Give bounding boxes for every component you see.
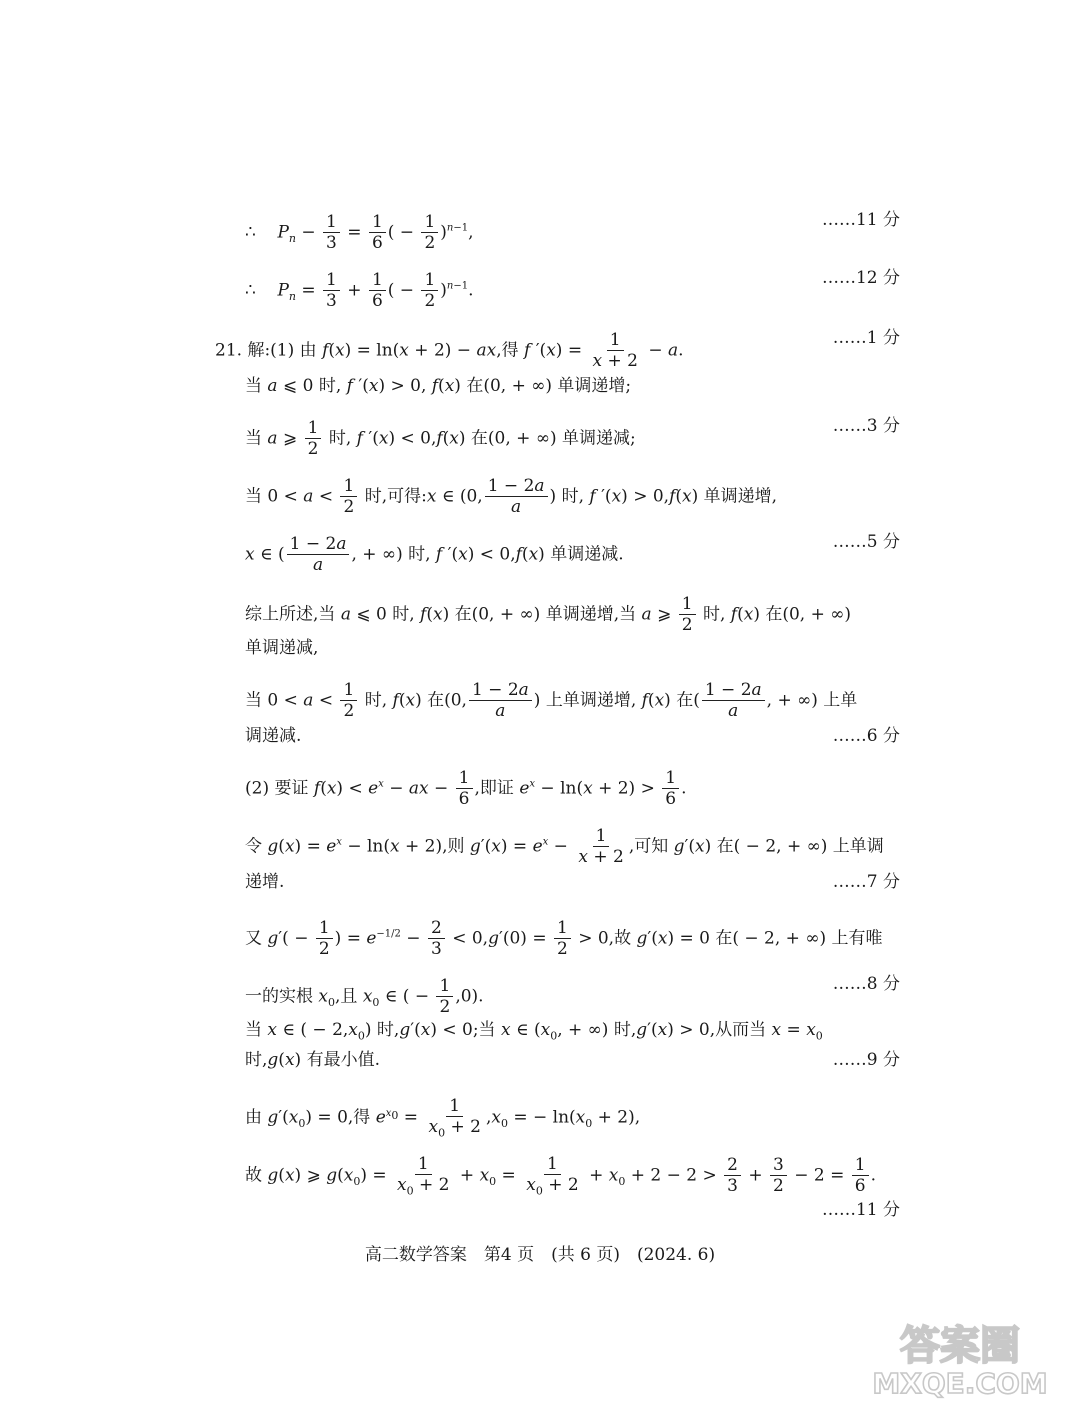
solution-line: 当 x ∈ ( − $2,x_0$) 时,g′(x) < 0;当 x ∈ ($x_0$, + ∞) 时,g′(x) > 0,从而当 $x = x_0$ (245, 1020, 823, 1043)
solution-line: 时,g(x) 有最小值. (245, 1050, 380, 1070)
score-mark: ……1 分 (832, 328, 900, 348)
score-mark: ……12 分 (821, 268, 900, 288)
solution-line: 故 g(x) ⩾ $g(x_0)$ = $\frac{1}{x_0 + 2}$ + $x_0$ = $\frac{1}{x_0 + 2}$ + $x_0 + 2 - 2$ > $\frac{2}{3}$ + $\frac{3}{2}$ − 2 = $\frac{1}{6}$ . (245, 1154, 877, 1198)
solution-line: x ∈ ( $\frac{1 - 2a}{a}$ , + ∞) 时, f ′(x) < 0,f(x) 单调递减. (245, 534, 624, 576)
solution-line: 当 a ⩽ 0 时, f ′(x) > 0, f(x) 在(0, + ∞) 单调递增; (245, 376, 632, 396)
solution-line: 21. 解:(1) 由 f(x) = ln(x + 2) − ax,得 f ′(x) = $\frac{1}{x + 2}$ − a. (215, 330, 684, 372)
solution-line: 调递减. (245, 726, 302, 746)
solution-line: (2) 要证 $f(x) < e^x$ − ax − $\frac{1}{6}$ ,即证 $e^x - \ln(x + 2)$ > $\frac{1}{6}$ . (245, 768, 687, 810)
score-mark: ……7 分 (832, 872, 900, 892)
solution-line: 当 0 < a < $\frac{1}{2}$ 时, f(x) 在(0, $\frac{1 - 2a}{a}$ ) 上单调递增, f(x) 在( $\frac{1 - 2a}{a}$ , + ∞) 上单 (245, 680, 858, 722)
solution-line: 又 g′( − $\frac{1}{2}$ ) = $e^{-1/2}$ − $\frac{2}{3}$ < 0,g′(0) = $\frac{1}{2}$ > 0,故 g′(x) = 0 在( − 2, + ∞) 上有唯 (245, 918, 883, 960)
score-mark: ……11 分 (821, 1200, 900, 1220)
solution-line: 综上所述,当 a ⩽ 0 时, f(x) 在(0, + ∞) 单调递增,当 a ⩾ $\frac{1}{2}$ 时, f(x) 在(0, + ∞) (245, 594, 852, 636)
score-mark: ……9 分 (832, 1050, 900, 1070)
solution-line: 令 $g(x) = e^x - \ln(x + 2)$,则 $g'(x) = e^x$ − $\frac{1}{x + 2}$ ,可知 g′(x) 在( − 2, + ∞) 上单调 (245, 826, 884, 868)
watermark-logo (860, 1311, 1060, 1401)
solution-line: 当 0 < a < $\frac{1}{2}$ 时,可得:x ∈ (0, $\frac{1 - 2a}{a}$ ) 时, f ′(x) > 0,f(x) 单调递增, (245, 476, 778, 518)
score-mark: ……8 分 (832, 974, 900, 994)
solution-line: 由 $g'(x_0) = 0$,得 $e^{x_0}$ = $\frac{1}{x_0 + 2}$ $,x_0$ = − $\ln(x_0 + 2)$, (245, 1096, 641, 1140)
score-mark: ……5 分 (832, 532, 900, 552)
solution-line: 递增. (245, 872, 285, 892)
watermark-url: MXQE.COM (872, 1367, 1048, 1400)
solution-line: ∴ $P_n$ − $\frac{1}{3}$ = $\frac{1}{6}$ ( − $\frac{1}{2}$ )$^{n-1}$, (245, 212, 474, 254)
watermark-brand: 答案圈 (900, 1323, 1020, 1369)
solution-line: 一的实根 $x_0$,且 $x_0$ ∈ ( − $\frac{1}{2}$ ,0). (245, 976, 484, 1018)
score-mark: ……11 分 (821, 210, 900, 230)
score-mark: ……6 分 (832, 726, 900, 746)
page-footer: 高二数学答案 第4 页 (共 6 页) (2024. 6) (364, 1245, 716, 1265)
score-mark: ……3 分 (832, 416, 900, 436)
solution-line: 单调递减, (245, 638, 319, 658)
solution-line: 当 a ⩾ $\frac{1}{2}$ 时, f ′(x) < 0,f(x) 在(0, + ∞) 单调递减; (245, 418, 636, 460)
solution-line: ∴ $P_n$ = $\frac{1}{3}$ + $\frac{1}{6}$ ( − $\frac{1}{2}$ )$^{n-1}$. (245, 270, 474, 312)
